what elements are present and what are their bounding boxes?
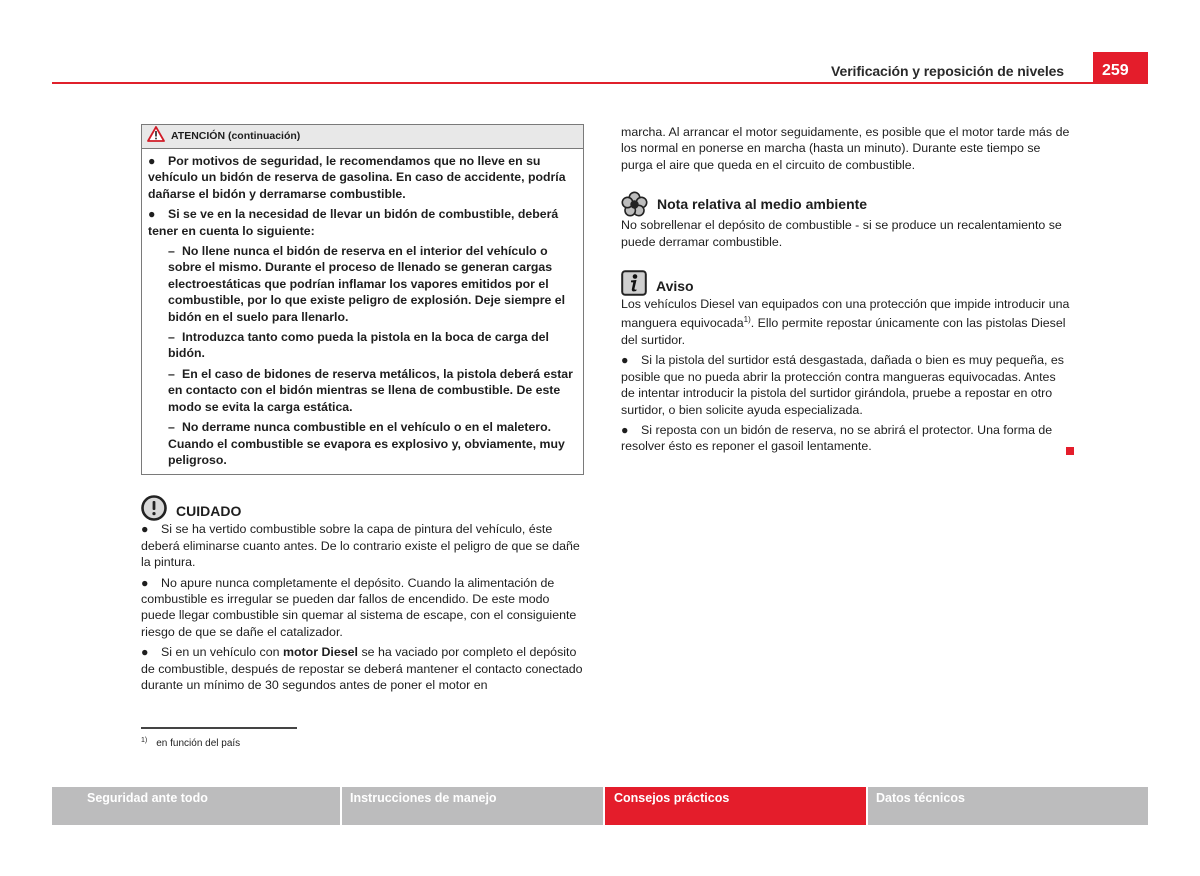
notice-title: Aviso — [656, 277, 694, 294]
footnote: $^{1)}$ en función del país — [141, 737, 241, 749]
warning-bullet: ● Si se ve en la necesidad de llevar un bidón de combustible, deberá tener en cuenta lo siguiente: — [148, 207, 559, 238]
emphasis-motor-diesel: motor Diesel — [282, 645, 358, 660]
environment-heading — [621, 191, 1071, 217]
notice-heading — [621, 270, 1071, 296]
right-column — [621, 124, 1071, 459]
notice-bullet: ● Si la pistola del surtidor está desgastada, dañada o bien es muy pequeña, es posible que no pueda abrir la protección contra mangueras equivocadas. Antes de intentar introducir la pistola del surtidor girándola, pruebe a repostar en otro surtidor, o bien solicite ayuda especializada. — [621, 353, 1064, 417]
chapter-tabs — [52, 787, 1148, 825]
environment-title: Nota relativa al medio ambiente — [657, 196, 868, 213]
warning-dash-item: – No llene nunca el bidón de reserva en el interior del vehículo o sobre el mismo. Durante el proceso de llenado se generan cargas electroestáticas que podrían inflamar los vapores emitidos por el combustible, por lo que existe peligro de explosión. Deje siempre el bidón en el suelo para llenarlo. — [168, 244, 566, 324]
caution-bullet: ● Si en un vehículo con motor Diesel se ha vaciado por completo el depósito de combustible, después de repostar se deberá mantener el contacto conectado durante un mínimo de 30 segundos antes de poner el motor en — [141, 645, 583, 692]
header-divider — [52, 82, 1148, 84]
warning-title: ATENCIÓN (continuación) — [171, 130, 301, 143]
tab-seguridad-ante-todo[interactable]: Seguridad ante todo — [52, 787, 340, 825]
warning-bullet: ● Por motivos de seguridad, le recomendamos que no lleve en su vehículo un bidón de reserva de gasolina. En caso de accidente, podría dañarse el bidón y derramarse combustible. — [148, 154, 566, 201]
tab-instrucciones-de-manejo[interactable]: Instrucciones de manejo — [342, 787, 603, 825]
notice-bullet: ● Si reposta con un bidón de reserva, no se abrirá el protector. Una forma de resolver ésto es reponer el gasoil lentamente. — [621, 423, 1053, 454]
info-icon — [621, 270, 647, 296]
caution-title: CUIDADO — [176, 503, 242, 520]
footnote-reference: 1) — [743, 315, 751, 325]
warning-triangle-icon — [147, 126, 171, 147]
caution-heading — [141, 495, 585, 521]
warning-header — [142, 125, 583, 149]
tab-datos-tecnicos[interactable]: Datos técnicos — [868, 787, 1148, 825]
warning-body — [142, 149, 583, 474]
footnote-divider — [141, 727, 297, 729]
warning-dash-item: – En el caso de bidones de reserva metálicos, la pistola deberá estar en contacto con el bidón mientras se llena de combustible. De este modo se evita la carga estática. — [168, 366, 573, 414]
section-end-marker — [1066, 447, 1074, 455]
caution-bullet: ● No apure nunca completamente el depósito. Cuando la alimentación de combustible es irregular se pueden dar fallos de encendido. De este modo puede llegar combustible sin quemar al sistema de escape, con el consiguiente riesgo de que se dañe el catalizador. — [141, 575, 577, 639]
caution-bullet: ● Si se ha vertido combustible sobre la capa de pintura del vehículo, éste deberá eliminarse cuanto antes. De lo contrario existe el peligro de que se dañe la pintura. — [141, 522, 580, 570]
notice-intro: Los vehículos Diesel van equipados con una protección que impide introducir una manguera equivocada$^{1)}$. Ello permite repostar únicamente con las pistolas Diesel del surtidor. — [621, 297, 1070, 347]
warning-dash-item: – No derrame nunca combustible en el vehículo o en el maletero. Cuando el combustible se evapora es explosivo y, obviamente, muy peligroso. — [168, 420, 565, 467]
continuation-paragraph: marcha. Al arrancar el motor seguidamente, es posible que el motor tarde más de los normal en ponerse en marcha (hasta un minuto). Durante este tiempo se purga el aire que queda en el circuito de combustible. — [621, 125, 1070, 172]
warning-dash-item: – Introduzca tanto como pueda la pistola en la boca de carga del bidón. — [168, 330, 549, 361]
flower-icon — [621, 191, 648, 217]
chapter-title: Verificación y reposición de niveles — [831, 63, 1064, 79]
warning-box — [141, 124, 584, 475]
tab-consejos-practicos[interactable]: Consejos prácticos — [605, 787, 866, 825]
left-column — [141, 124, 585, 697]
environment-text: No sobrellenar el depósito de combustible - si se produce un recalentamiento se puede derramar combustible. — [621, 218, 1062, 249]
page-number: 259 — [1093, 52, 1148, 84]
exclamation-circle-icon — [141, 495, 167, 521]
